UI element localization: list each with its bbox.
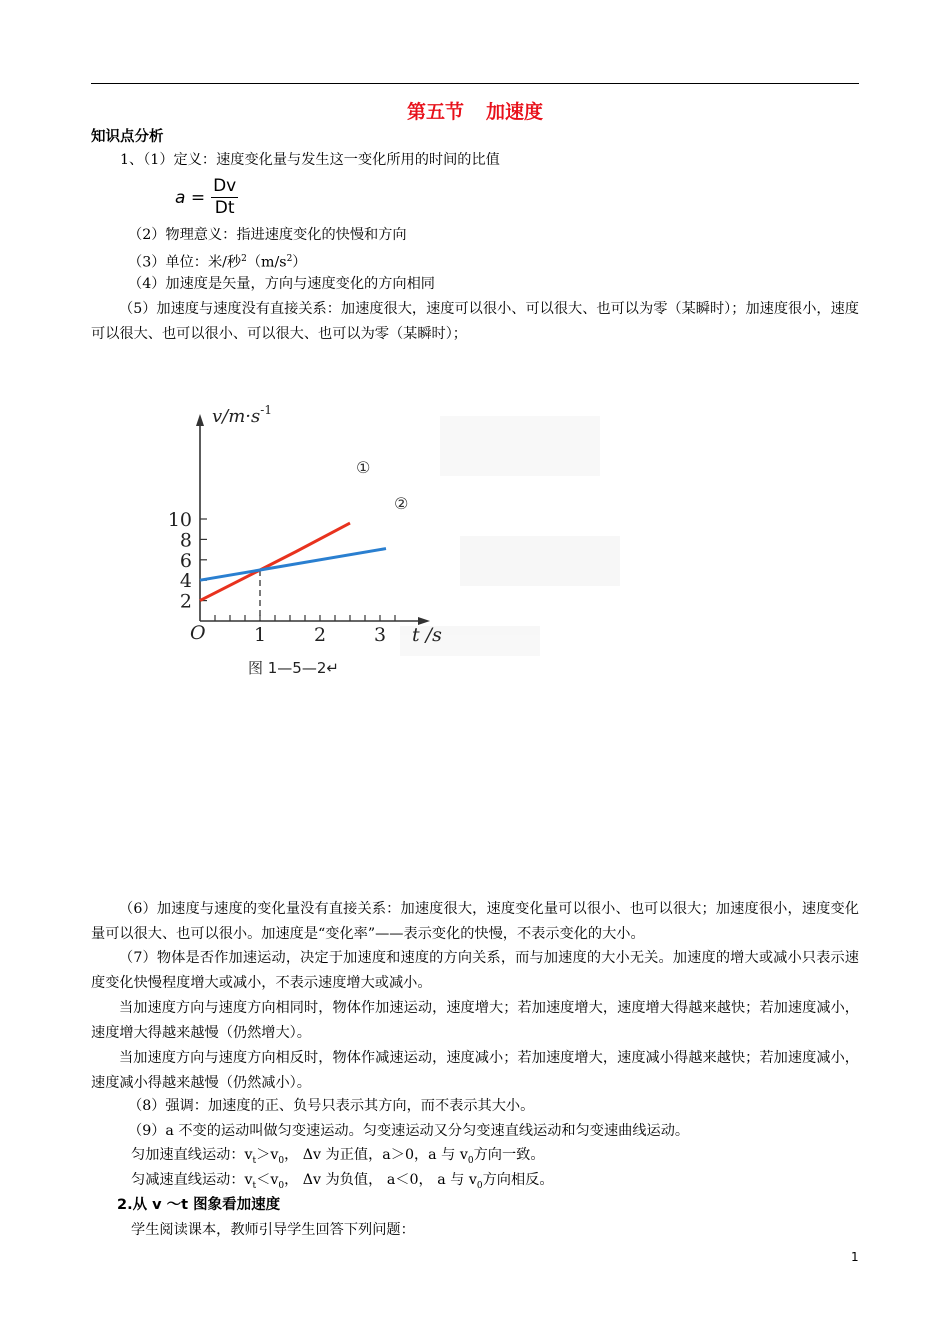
y-axis-label: $v/m\cdot s^{-1}$ xyxy=(212,403,272,427)
vt-chart xyxy=(160,396,640,696)
relation-item: （5）加速度与速度没有直接关系：加速度很大，速度可以很小、可以很大、也可以为零（某瞬时）；加速度很小，速度可以很大、也可以很小、可以很大、也可以为零（某瞬时）； xyxy=(91,301,859,342)
unit-item: （3）单位：米/秒$^2(m/s^2)$ xyxy=(128,254,307,271)
x-tick-label-2: 2 xyxy=(313,624,327,646)
x-axis-label: t /s xyxy=(412,624,442,646)
change-item: （6）加速度与速度的变化量没有直接关系：加速度很大，速度变化量可以很小、也可以很大；加速度很小，速度变化量可以很大、也可以很小。加速度是“变化率”——表示变化的快慢，不表示变化的大小。 xyxy=(91,901,859,942)
title-section: 第五节 xyxy=(406,101,464,123)
formula-fraction xyxy=(211,176,238,219)
formula-denominator: Dt xyxy=(214,198,235,218)
page-title xyxy=(0,97,950,124)
section2-text: 学生阅读课本，教师引导学生回答下列问题： xyxy=(131,1222,415,1238)
formula-numerator: Dv xyxy=(213,176,237,196)
y-tick-label-10: 10 xyxy=(167,509,192,531)
header-rule xyxy=(91,83,859,84)
formula-lhs: a = xyxy=(175,187,206,208)
direction-item: （7）物体是否作加速运动，决定于加速度和速度的方向关系，而与加速度的大小无关。加速度的增大或减小只表示速度变化快慢程度增大或减小，不表示速度增大或减小。 xyxy=(91,950,859,991)
uniform-dec-line: 匀减速直线运动：$v_t<v_0$， Δv 为负值， a＜0， a 与 $v_0$方向相反。 xyxy=(131,1172,554,1191)
vt-graph-figure xyxy=(160,396,640,696)
y-tick-label-4: 4 xyxy=(179,570,192,593)
section2-heading: 2.从 v ～t 图象看加速度 xyxy=(117,1197,281,1213)
y-axis-arrow xyxy=(196,414,204,426)
acceleration-formula xyxy=(175,176,238,219)
series-line-1 xyxy=(200,523,350,601)
definition-item: 1、（1）定义：速度变化量与发生这一变化所用的时间的比值 xyxy=(120,152,500,168)
x-tick-label-1: 1 xyxy=(253,624,267,646)
uniform-item: （9）a 不变的运动叫做匀变速运动。匀变速运动又分匀变速直线运动和匀变速曲线运动。 xyxy=(128,1123,690,1139)
origin-label: O xyxy=(190,622,206,644)
line2-label: ② xyxy=(394,494,409,513)
y-tick-label-2: 2 xyxy=(179,590,192,613)
line1-label: ① xyxy=(356,458,371,477)
same-direction-para: 当加速度方向与速度方向相同时，物体作加速运动，速度增大；若加速度增大，速度增大得越来越快；若加速度减小，速度增大得越来越慢（仍然增大）。 xyxy=(91,1000,859,1041)
title-topic: 加速度 xyxy=(486,101,544,123)
vector-item: （4）加速度是矢量，方向与速度变化的方向相同 xyxy=(128,276,435,292)
sign-item: （8）强调：加速度的正、负号只表示其方向，而不表示其大小。 xyxy=(128,1098,535,1114)
y-tick-label-8: 8 xyxy=(179,529,192,552)
y-tick-label-6: 6 xyxy=(179,549,192,572)
page-number: 1 xyxy=(851,1250,859,1264)
figure-caption: 图 1—5—2↵ xyxy=(248,659,339,677)
uniform-acc-line: 匀加速直线运动：$v_t>v_0$， Δv 为正值，a＞0，a 与 $v_0$方向一致。 xyxy=(131,1147,545,1166)
meaning-item: （2）物理意义：指进速度变化的快慢和方向 xyxy=(128,227,407,243)
knowledge-heading: 知识点分析 xyxy=(91,129,164,145)
x-tick-label-3: 3 xyxy=(373,624,387,646)
opposite-direction-para: 当加速度方向与速度方向相反时，物体作减速运动，速度减小；若加速度增大，速度减小得越来越快；若加速度减小，速度减小得越来越慢（仍然减小）。 xyxy=(91,1050,859,1091)
